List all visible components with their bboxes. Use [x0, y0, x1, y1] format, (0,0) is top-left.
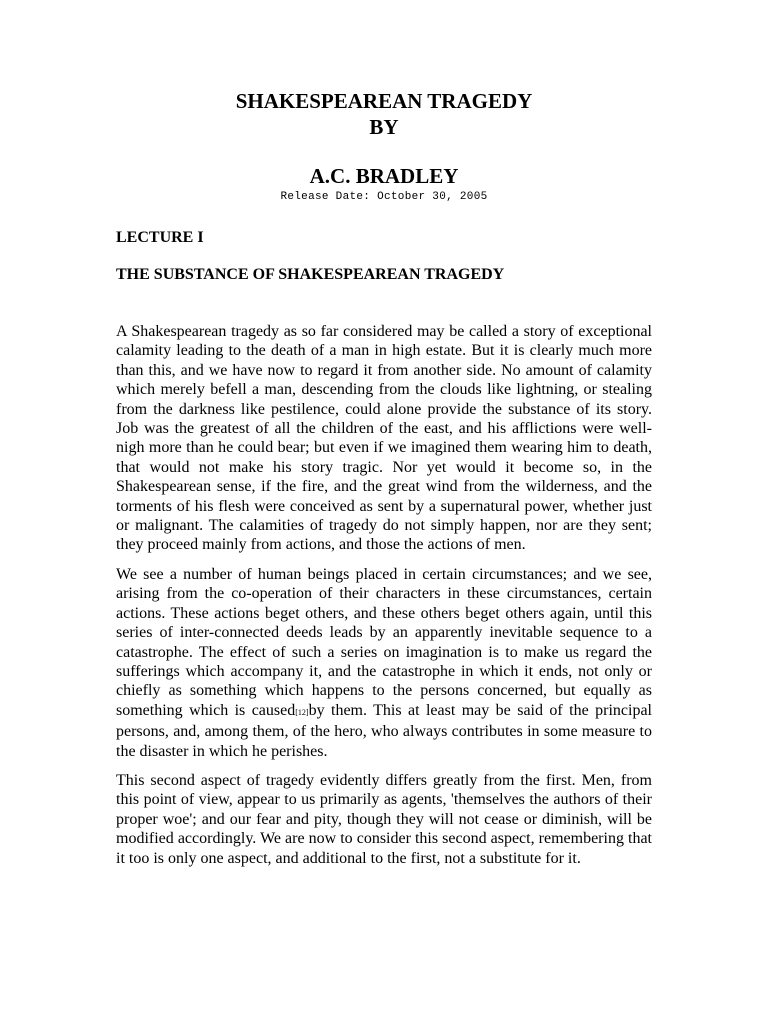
paragraph-text: by them. This at least may be said of the principal persons, and, among them, of the hero, who always contributes in some measure to the disaster in which he perishes.	[116, 701, 653, 760]
title-by: BY	[369, 115, 399, 139]
release-date: Release Date: October 30, 2005	[280, 191, 488, 203]
paragraph: This second aspect of tragedy evidently differs greatly from the first. Men, from this point of view, appear to us primarily as agents, 'themselves the authors of their proper woe'; and our fear and pity, though they will not cease or diminish, will be modified accordingly. We are now to consider this second aspect, remembering that it too is only one aspect, and additional to the first, not a substitute for it.	[116, 771, 652, 867]
paragraph	[116, 565, 652, 761]
author-name: A.C. BRADLEY	[309, 164, 459, 188]
title-block	[0, 88, 768, 140]
body-text	[116, 322, 652, 878]
paragraph: A Shakespearean tragedy as so far considered may be called a story of exceptional calamity leading to the death of a man in high estate. But it is clearly much more than this, and we have now to regard it from another side. No amount of calamity which merely befell a man, descending from the clouds like lightning, or stealing from the darkness like pestilence, could alone provide the substance of its story. Job was the greatest of all the children of the east, and his afflictions were well-nigh more than he could bear; but even if we imagined them wearing him to death, that would not make his story tragic. Nor yet would it become so, in the Shakespearean sense, if the fire, and the great wind from the wilderness, and the torments of his flesh were conceived as sent by a supernatural power, whether just or malignant. The calamities of tragedy do not simply happen, nor are they sent; they proceed mainly from actions, and those the actions of men.	[116, 323, 652, 554]
chapter-heading: THE SUBSTANCE OF SHAKESPEAREAN TRAGEDY	[116, 266, 505, 283]
book-title: SHAKESPEAREAN TRAGEDY	[235, 89, 533, 113]
paragraph-text: We see a number of human beings placed in certain circumstances; and we see, arising from the co-operation of their characters in these circumstances, certain actions. These actions beget others, and these others beget others again, until this series of inter-connected deeds leads by an apparently inevitable sequence to a catastrophe. The effect of such a series on imagination is to make us regard the sufferings which accompany it, and the catastrophe in which it ends, not only or chiefly as something which happens to the persons concerned, but equally as something which is caused	[116, 565, 652, 719]
footnote-reference[interactable]: [12]	[295, 707, 309, 717]
author-block	[0, 163, 768, 204]
lecture-heading: LECTURE I	[116, 229, 204, 246]
